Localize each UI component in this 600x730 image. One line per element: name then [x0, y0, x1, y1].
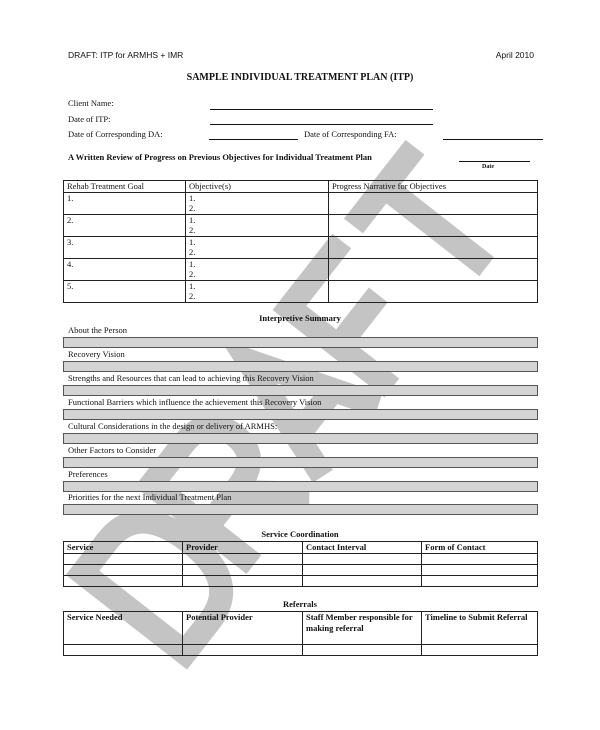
- date-itp-field[interactable]: [210, 124, 433, 125]
- objective-cell[interactable]: [186, 258, 329, 280]
- progress-cell[interactable]: [329, 280, 538, 302]
- objective-2: 2.: [189, 247, 196, 257]
- cultural-field[interactable]: [63, 433, 538, 444]
- objective-2: 2.: [189, 269, 196, 279]
- cell[interactable]: [422, 564, 538, 575]
- cell[interactable]: [303, 575, 422, 586]
- progress-cell[interactable]: [329, 236, 538, 258]
- progress-cell[interactable]: [329, 192, 538, 214]
- date-itp-label: Date of ITP:: [68, 114, 111, 124]
- header-service: Service: [64, 542, 183, 554]
- objective-cell[interactable]: [186, 280, 329, 302]
- header-form-of-contact: Form of Contact: [422, 542, 538, 554]
- cell[interactable]: [422, 575, 538, 586]
- header-objectives: Objective(s): [186, 181, 329, 193]
- review-heading: A Written Review of Progress on Previous Objectives for Individual Treatment Plan: [68, 152, 372, 162]
- goal-cell[interactable]: 2.: [64, 214, 186, 236]
- objective-2: 2.: [189, 225, 196, 235]
- cell[interactable]: [64, 553, 183, 564]
- recovery-vision-label: Recovery Vision: [68, 349, 125, 359]
- preferences-field[interactable]: [63, 481, 538, 492]
- goal-cell[interactable]: 5.: [64, 280, 186, 302]
- table-row: [64, 564, 538, 575]
- referrals-table: [63, 611, 538, 656]
- header-progress: Progress Narrative for Objectives: [329, 181, 538, 193]
- objective-2: 2.: [189, 203, 196, 213]
- header-goal: Rehab Treatment Goal: [64, 181, 186, 193]
- cell[interactable]: [422, 553, 538, 564]
- referrals-heading: Referrals: [283, 599, 317, 609]
- table-row: [64, 236, 538, 258]
- goal-cell[interactable]: 3.: [64, 236, 186, 258]
- objective-cell[interactable]: [186, 192, 329, 214]
- table-row: [64, 645, 538, 656]
- header-contact-interval: Contact Interval: [303, 542, 422, 554]
- draft-label: DRAFT: ITP for ARMHS + IMR: [68, 50, 184, 60]
- header-potential-provider: Potential Provider: [183, 612, 303, 645]
- header-timeline: Timeline to Submit Referral: [422, 612, 538, 645]
- header-date: April 2010: [495, 50, 534, 60]
- table-row: [64, 192, 538, 214]
- cell[interactable]: [422, 645, 538, 656]
- client-name-label: Client Name:: [68, 98, 114, 108]
- goals-table: [63, 180, 538, 303]
- objective-cell[interactable]: [186, 214, 329, 236]
- objective-1: 1.: [189, 258, 196, 269]
- goal-cell[interactable]: 1.: [64, 192, 186, 214]
- objective-1: 1.: [189, 280, 196, 291]
- table-row: [64, 280, 538, 302]
- priorities-label: Priorities for the next Individual Treatment Plan: [68, 492, 232, 502]
- goal-cell[interactable]: 4.: [64, 258, 186, 280]
- header-service-needed: Service Needed: [64, 612, 183, 645]
- header-provider: Provider: [183, 542, 303, 554]
- review-date-label: Date: [482, 164, 494, 170]
- priorities-field[interactable]: [63, 504, 538, 515]
- date-fa-field[interactable]: [443, 139, 543, 140]
- cell[interactable]: [183, 575, 303, 586]
- interpretive-heading: Interpretive Summary: [259, 313, 341, 323]
- cell[interactable]: [183, 553, 303, 564]
- about-person-label: About the Person: [68, 325, 128, 335]
- cell[interactable]: [64, 575, 183, 586]
- other-factors-field[interactable]: [63, 457, 538, 468]
- client-name-field[interactable]: [210, 109, 433, 110]
- service-coordination-table: [63, 541, 538, 587]
- objective-1: 1.: [189, 236, 196, 247]
- table-row: [64, 575, 538, 586]
- cell[interactable]: [64, 645, 183, 656]
- review-date-field[interactable]: [459, 161, 530, 162]
- cell[interactable]: [183, 645, 303, 656]
- service-coordination-heading: Service Coordination: [261, 529, 339, 539]
- date-da-field[interactable]: [209, 139, 298, 140]
- strengths-label: Strengths and Resources that can lead to achieving this Recovery Vision: [68, 373, 314, 383]
- recovery-vision-field[interactable]: [63, 361, 538, 372]
- progress-cell[interactable]: [329, 258, 538, 280]
- date-da-label: Date of Corresponding DA:: [68, 129, 163, 139]
- cell[interactable]: [303, 553, 422, 564]
- objective-1: 1.: [189, 214, 196, 225]
- table-row: [64, 214, 538, 236]
- objective-cell[interactable]: [186, 236, 329, 258]
- objective-2: 2.: [189, 291, 196, 301]
- date-fa-label: Date of Corresponding FA:: [304, 129, 397, 139]
- table-row: [64, 258, 538, 280]
- cell[interactable]: [183, 564, 303, 575]
- objective-1: 1.: [189, 192, 196, 203]
- cell[interactable]: [64, 564, 183, 575]
- cell[interactable]: [303, 645, 422, 656]
- about-person-field[interactable]: [63, 337, 538, 348]
- progress-cell[interactable]: [329, 214, 538, 236]
- barriers-label: Functional Barriers which influence the achievement this Recovery Vision: [68, 397, 322, 407]
- cell[interactable]: [303, 564, 422, 575]
- cultural-label: Cultural Considerations in the design or delivery of ARMHS:: [68, 421, 278, 431]
- table-row: [64, 553, 538, 564]
- page-title: SAMPLE INDIVIDUAL TREATMENT PLAN (ITP): [186, 72, 414, 83]
- header-staff-member: Staff Member responsible for making referral: [303, 612, 422, 645]
- preferences-label: Preferences: [68, 469, 108, 479]
- strengths-field[interactable]: [63, 385, 538, 396]
- barriers-field[interactable]: [63, 409, 538, 420]
- other-factors-label: Other Factors to Consider: [68, 445, 157, 455]
